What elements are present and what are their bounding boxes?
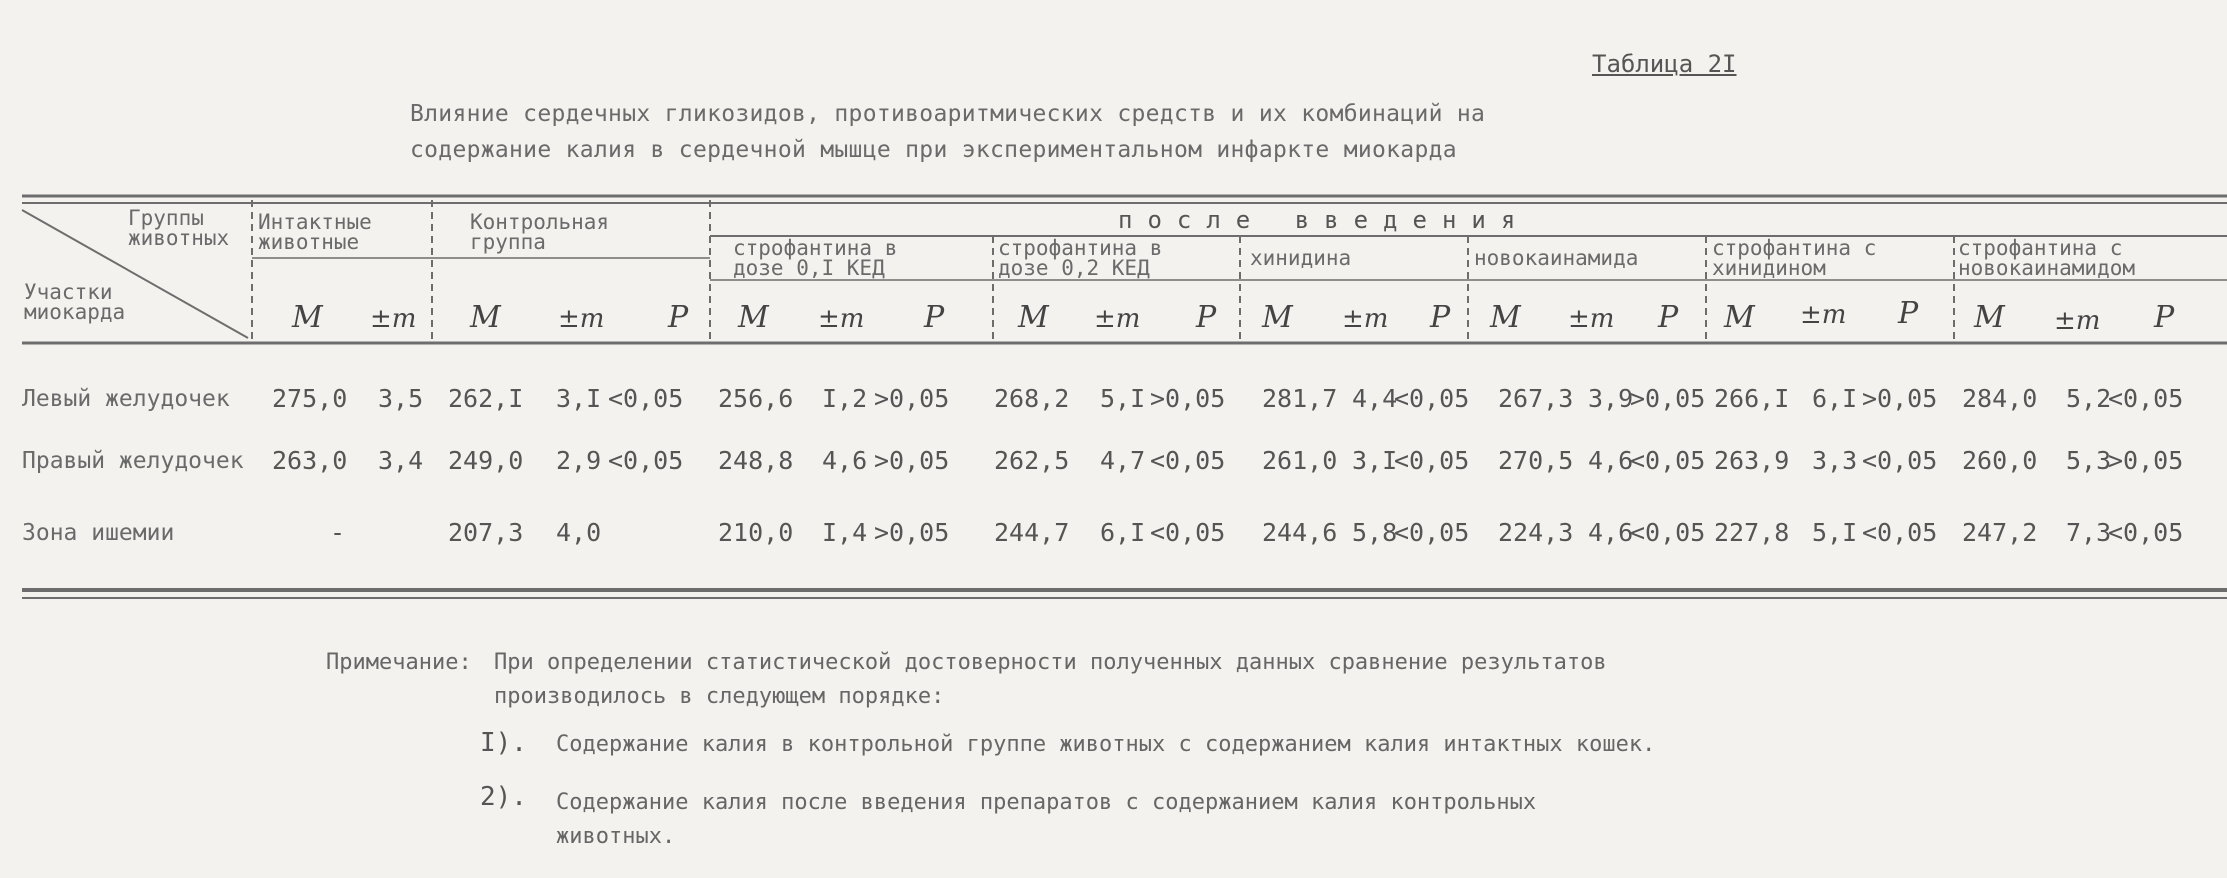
cell-m: 247,2 bbox=[1962, 518, 2038, 547]
header-after-administration: после введения bbox=[1118, 206, 1531, 234]
cell-p: <0,05 bbox=[1862, 446, 1938, 475]
cell-pm: 5,I bbox=[1100, 384, 1146, 413]
stat-p: P bbox=[2154, 300, 2175, 335]
cell-m: 281,7 bbox=[1262, 384, 1338, 413]
note-label: Примечание: bbox=[326, 650, 472, 675]
cell-pm: 4,6 bbox=[1588, 446, 1634, 475]
cell-m: 267,3 bbox=[1498, 384, 1574, 413]
cell-m: 263,9 bbox=[1714, 446, 1790, 475]
cell-m: 210,0 bbox=[718, 518, 794, 547]
header-strophanthin-novocainamide: строфантина с новокаинамидом bbox=[1958, 236, 2136, 280]
stat-pm: ±m bbox=[818, 304, 865, 334]
header-strophanthin-quinidine: строфантина с хинидином bbox=[1712, 236, 1877, 280]
cell-m: 284,0 bbox=[1962, 384, 2038, 413]
cell-m: 263,0 bbox=[272, 446, 348, 475]
cell-m: 270,5 bbox=[1498, 446, 1574, 475]
header-intact: Интактные животные bbox=[258, 210, 372, 254]
stat-pm: ±m bbox=[1342, 304, 1389, 334]
header-novocainamide: новокаинамида bbox=[1474, 246, 1639, 270]
cell-p: >0,05 bbox=[874, 446, 950, 475]
cell-pm: 5,8 bbox=[1352, 518, 1398, 547]
cell-m: 256,6 bbox=[718, 384, 794, 413]
note-item-2: Содержание калия после введения препаратов с содержанием калия контрольных животных. bbox=[556, 790, 1537, 849]
cell-pm: 3,I bbox=[1352, 446, 1398, 475]
table-number: Таблица 2I bbox=[1592, 50, 1737, 78]
cell-m: 275,0 bbox=[272, 384, 348, 413]
stat-m: М bbox=[1974, 300, 2005, 335]
stat-pm: ±m bbox=[558, 304, 605, 334]
cell-pm: 6,I bbox=[1812, 384, 1858, 413]
header-quinidine: хинидина bbox=[1250, 246, 1352, 270]
cell-p: <0,05 bbox=[1630, 518, 1706, 547]
cell-m: 207,3 bbox=[448, 518, 524, 547]
stat-pm: ±m bbox=[1800, 300, 1847, 330]
cell-pm: 7,3 bbox=[2066, 518, 2112, 547]
cell-m: 244,6 bbox=[1262, 518, 1338, 547]
cell-m: 224,3 bbox=[1498, 518, 1574, 547]
cell-m: - bbox=[330, 518, 346, 547]
cell-pm: 3,3 bbox=[1812, 446, 1858, 475]
cell-p: >0,05 bbox=[1150, 384, 1226, 413]
row-label: Правый желудочек bbox=[22, 448, 244, 474]
cell-p: >0,05 bbox=[1630, 384, 1706, 413]
stat-pm: ±m bbox=[1568, 304, 1615, 334]
header-strophanthin-01: строфантина в дозе 0,I КЕД bbox=[733, 236, 898, 280]
cell-m: 248,8 bbox=[718, 446, 794, 475]
stat-p: P bbox=[924, 300, 945, 335]
corner-groups-label: Группы животных bbox=[128, 206, 230, 250]
cell-m: 249,0 bbox=[448, 446, 524, 475]
cell-pm: 3,5 bbox=[378, 384, 424, 413]
note-text: При определении статистической достоверности полученных данных сравнение результатов производилось в следующем порядке: bbox=[494, 650, 1607, 709]
cell-p: <0,05 bbox=[1150, 446, 1226, 475]
corner-sections-label: Участки миокарда bbox=[24, 280, 126, 324]
stat-m: М bbox=[292, 300, 323, 335]
cell-pm: 3,9 bbox=[1588, 384, 1634, 413]
note-item-2-number: 2). bbox=[480, 782, 527, 812]
cell-pm: I,2 bbox=[822, 384, 868, 413]
cell-p: >0,05 bbox=[1862, 384, 1938, 413]
stat-m: М bbox=[1262, 300, 1293, 335]
cell-m: 266,I bbox=[1714, 384, 1790, 413]
row-label: Зона ишемии bbox=[22, 520, 175, 546]
cell-p: <0,05 bbox=[1150, 518, 1226, 547]
stat-p: P bbox=[1196, 300, 1217, 335]
cell-pm: 4,6 bbox=[1588, 518, 1634, 547]
cell-p: <0,05 bbox=[1394, 384, 1470, 413]
cell-m: 244,7 bbox=[994, 518, 1070, 547]
stat-p: P bbox=[1430, 300, 1451, 335]
title-line-2: содержание калия в сердечной мышце при экспериментальном инфаркте миокарда bbox=[410, 137, 1457, 163]
cell-p: <0,05 bbox=[1394, 446, 1470, 475]
title-line-1: Влияние сердечных гликозидов, противоаритмических средств и их комбинаций на bbox=[410, 101, 1486, 127]
cell-p: <0,05 bbox=[608, 384, 684, 413]
header-strophanthin-02: строфантина в дозе 0,2 КЕД bbox=[998, 236, 1163, 280]
cell-pm: 2,9 bbox=[556, 446, 602, 475]
cell-pm: 5,I bbox=[1812, 518, 1858, 547]
cell-pm: 3,4 bbox=[378, 446, 424, 475]
cell-m: 268,2 bbox=[994, 384, 1070, 413]
cell-pm: 4,6 bbox=[822, 446, 868, 475]
stat-m: М bbox=[1018, 300, 1049, 335]
note-item-1: Содержание калия в контрольной группе животных с содержанием калия интактных кошек. bbox=[556, 732, 1656, 757]
stat-m: М bbox=[1490, 300, 1521, 335]
stat-pm: ±m bbox=[1094, 304, 1141, 334]
cell-pm: 6,I bbox=[1100, 518, 1146, 547]
stat-pm: ±m bbox=[370, 304, 417, 334]
stat-p: P bbox=[1898, 296, 1919, 331]
note-item-1-number: I). bbox=[480, 728, 527, 758]
cell-pm: 5,3 bbox=[2066, 446, 2112, 475]
cell-p: >0,05 bbox=[874, 518, 950, 547]
cell-m: 227,8 bbox=[1714, 518, 1790, 547]
stat-p: P bbox=[1658, 300, 1679, 335]
stat-pm: ±m bbox=[2054, 306, 2101, 336]
cell-m: 262,I bbox=[448, 384, 524, 413]
cell-m: 260,0 bbox=[1962, 446, 2038, 475]
stat-m: М bbox=[470, 300, 501, 335]
cell-pm: 4,7 bbox=[1100, 446, 1146, 475]
cell-p: <0,05 bbox=[1862, 518, 1938, 547]
cell-pm: 3,I bbox=[556, 384, 602, 413]
cell-p: <0,05 bbox=[1394, 518, 1470, 547]
cell-pm: 4,0 bbox=[556, 518, 602, 547]
cell-pm: 4,4 bbox=[1352, 384, 1398, 413]
cell-p: >0,05 bbox=[874, 384, 950, 413]
cell-pm: I,4 bbox=[822, 518, 868, 547]
cell-p: <0,05 bbox=[2108, 518, 2184, 547]
header-control: Контрольная группа bbox=[470, 210, 610, 254]
stat-m: М bbox=[738, 300, 769, 335]
row-label: Левый желудочек bbox=[22, 386, 230, 412]
stat-m: М bbox=[1724, 300, 1755, 335]
stat-p: P bbox=[668, 300, 689, 335]
cell-pm: 5,2 bbox=[2066, 384, 2112, 413]
cell-p: <0,05 bbox=[608, 446, 684, 475]
cell-m: 262,5 bbox=[994, 446, 1070, 475]
cell-p: <0,05 bbox=[1630, 446, 1706, 475]
cell-p: <0,05 bbox=[2108, 384, 2184, 413]
cell-m: 261,0 bbox=[1262, 446, 1338, 475]
cell-p: >0,05 bbox=[2108, 446, 2184, 475]
